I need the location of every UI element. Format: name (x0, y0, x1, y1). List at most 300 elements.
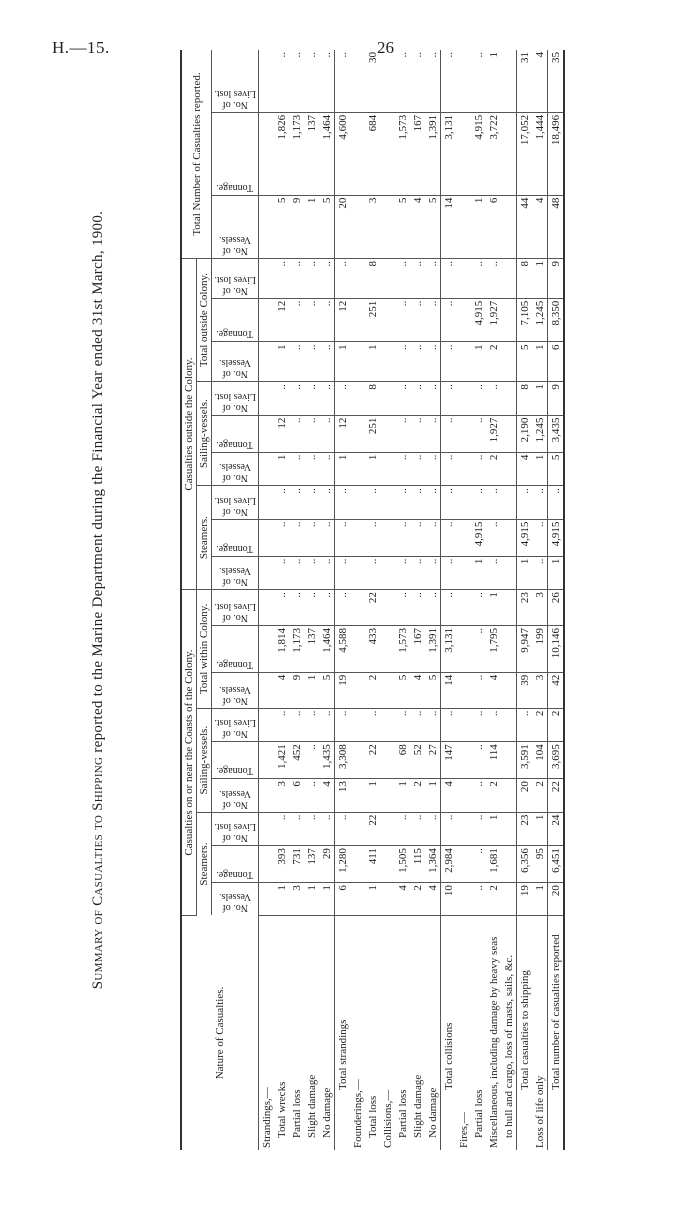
table-cell: 1,464 (319, 112, 335, 195)
table-cell (456, 590, 471, 626)
table-cell: 1 (471, 556, 486, 590)
table-cell (456, 195, 471, 258)
table-cell: 1,245 (532, 298, 548, 342)
table-cell: .. (395, 812, 410, 846)
table-cell (350, 779, 365, 813)
table-cell: .. (441, 259, 457, 299)
table-cell: 2 (486, 452, 501, 486)
table-cell: 95 (532, 846, 548, 883)
table-cell: 20 (548, 883, 565, 916)
table-cell: .. (289, 486, 304, 520)
table-cell: 8 (517, 382, 533, 416)
table-row (501, 50, 517, 1150)
table-cell: 5 (274, 195, 289, 258)
table-row (532, 50, 548, 1150)
table-cell: 251 (365, 298, 380, 342)
table-cell (501, 112, 517, 195)
row-label: Miscellaneous, including damage by heavy seas (487, 936, 500, 1148)
table-cell: 411 (365, 846, 380, 883)
column-vessels-header (212, 452, 259, 486)
table-cell (501, 50, 517, 112)
table-cell: 8 (517, 259, 533, 299)
table-cell: .. (441, 382, 457, 416)
table-cell: 17,052 (517, 112, 533, 195)
table-cell: .. (410, 342, 425, 382)
table-cell (380, 112, 395, 195)
table-cell: .. (395, 556, 410, 590)
table-cell: .. (471, 883, 486, 916)
table-cell (380, 195, 395, 258)
table-cell: .. (274, 382, 289, 416)
table-cell: 1 (532, 382, 548, 416)
table-cell: .. (410, 382, 425, 416)
table-cell: .. (289, 519, 304, 556)
table-cell: .. (304, 382, 319, 416)
table-cell: 3 (274, 779, 289, 813)
table-cell: .. (304, 708, 319, 742)
table-cell: 30 (365, 50, 380, 112)
table-cell: 4 (395, 883, 410, 916)
table-cell: 147 (441, 742, 457, 779)
table-cell: .. (395, 486, 410, 520)
table-cell (456, 382, 471, 416)
rotated-table-area (90, 50, 670, 1150)
table-cell: .. (471, 812, 486, 846)
table-cell: 137 (304, 625, 319, 672)
table-cell: .. (335, 519, 351, 556)
table-cell: 8 (365, 382, 380, 416)
table-cell: .. (410, 50, 425, 112)
row-label: Total strandings (335, 916, 351, 1151)
table-cell: 4 (425, 883, 441, 916)
table-cell: 137 (304, 846, 319, 883)
table-cell: .. (548, 486, 565, 520)
table-cell (259, 812, 275, 846)
table-cell: 684 (365, 112, 380, 195)
row-label: Slight damage (305, 1074, 318, 1138)
table-cell: 4,915 (471, 112, 486, 195)
table-cell (380, 779, 395, 813)
table-cell: 42 (548, 672, 565, 708)
table-cell (380, 486, 395, 520)
table-cell: .. (410, 486, 425, 520)
table-cell (380, 625, 395, 672)
group-outside-header: Casualties outside the Colony. (181, 259, 197, 590)
table-cell: .. (441, 415, 457, 452)
table-cell: .. (319, 342, 335, 382)
table-cell (501, 452, 517, 486)
table-cell: .. (395, 590, 410, 626)
table-cell (350, 259, 365, 299)
table-cell (380, 742, 395, 779)
table-cell (350, 708, 365, 742)
table-cell: .. (471, 486, 486, 520)
row-label: Slight damage (411, 1074, 424, 1138)
table-cell: 35 (548, 50, 565, 112)
table-cell (380, 846, 395, 883)
table-cell: .. (410, 519, 425, 556)
table-cell: .. (441, 452, 457, 486)
table-cell: .. (441, 298, 457, 342)
table-cell: 3,695 (548, 742, 565, 779)
table-cell: 4,915 (471, 298, 486, 342)
table-cell (380, 452, 395, 486)
column-vessels-label: No. of Vessels. (219, 234, 251, 257)
table-row (335, 50, 351, 1150)
table-cell (501, 779, 517, 813)
table-cell: 22 (548, 779, 565, 813)
table-cell (259, 486, 275, 520)
table-cell: 6 (548, 342, 565, 382)
table-cell: .. (517, 708, 533, 742)
table-cell: .. (319, 259, 335, 299)
table-row (410, 50, 425, 1150)
table-cell (456, 846, 471, 883)
table-cell (259, 625, 275, 672)
table-cell: 3 (365, 195, 380, 258)
table-cell: 3,131 (441, 625, 457, 672)
table-cell (350, 50, 365, 112)
table-cell: .. (304, 779, 319, 813)
table-cell: 4 (319, 779, 335, 813)
table-cell: 6 (289, 779, 304, 813)
table-cell (501, 672, 517, 708)
table-cell (501, 259, 517, 299)
table-cell: 7,105 (517, 298, 533, 342)
table-cell: 1,464 (319, 625, 335, 672)
table-cell: .. (274, 486, 289, 520)
table-cell: 13 (335, 779, 351, 813)
table-cell (350, 195, 365, 258)
table-cell (456, 742, 471, 779)
column-vessels-header (212, 342, 259, 382)
table-cell: 3,308 (335, 742, 351, 779)
table-cell: 1 (335, 342, 351, 382)
table-cell: 2 (486, 883, 501, 916)
table-cell: .. (319, 415, 335, 452)
table-cell: 1 (274, 342, 289, 382)
table-cell: 22 (365, 742, 380, 779)
table-cell: 1,795 (486, 625, 501, 672)
table-cell: 12 (335, 298, 351, 342)
table-cell: 1 (274, 883, 289, 916)
table-cell: .. (471, 259, 486, 299)
table-cell: 4,588 (335, 625, 351, 672)
table-cell (501, 415, 517, 452)
table-cell: 5 (395, 672, 410, 708)
column-tonnage-header (212, 846, 259, 883)
row-label: to hull and cargo, loss of masts, sails, &c. (502, 954, 515, 1138)
table-cell: .. (395, 708, 410, 742)
table-cell: 2,190 (517, 415, 533, 452)
row-label: Founderings,— (351, 1079, 364, 1148)
table-cell: 19 (517, 883, 533, 916)
table-cell: 1,173 (289, 625, 304, 672)
table-cell: 4 (532, 50, 548, 112)
column-vessels-label: No. of Vessels. (219, 357, 251, 380)
table-cell: 3 (532, 672, 548, 708)
table-cell (501, 590, 517, 626)
table-cell: .. (365, 556, 380, 590)
table-cell (350, 298, 365, 342)
row-label: Total loss (366, 1095, 379, 1138)
table-cell: .. (319, 486, 335, 520)
table-cell (456, 779, 471, 813)
column-vessels-header (212, 883, 259, 916)
table-cell: .. (486, 519, 501, 556)
table-cell: .. (304, 452, 319, 486)
table-cell: 1,391 (425, 625, 441, 672)
table-cell: 9 (289, 672, 304, 708)
column-tonnage-label: Tonnage. (216, 181, 254, 193)
table-cell: .. (395, 342, 410, 382)
table-cell (259, 259, 275, 299)
table-cell: .. (395, 415, 410, 452)
table-cell: .. (319, 298, 335, 342)
table-cell: 4 (410, 195, 425, 258)
table-cell (259, 590, 275, 626)
table-cell: 114 (486, 742, 501, 779)
near-sailing-header: Sailing-vessels. (197, 708, 212, 812)
table-cell (259, 742, 275, 779)
row-label: No damage (320, 1087, 333, 1138)
table-cell: .. (274, 812, 289, 846)
table-cell (350, 883, 365, 916)
table-cell: 31 (517, 50, 533, 112)
table-cell: .. (471, 382, 486, 416)
table-cell: 1,814 (274, 625, 289, 672)
column-tonnage-header (212, 298, 259, 342)
table-cell: 1 (304, 883, 319, 916)
table-cell: .. (319, 590, 335, 626)
table-cell: .. (274, 556, 289, 590)
table-cell (259, 883, 275, 916)
table-cell: 5 (395, 195, 410, 258)
table-cell: .. (410, 590, 425, 626)
table-cell: .. (471, 415, 486, 452)
table-cell (380, 708, 395, 742)
table-cell (456, 625, 471, 672)
table-cell: 8 (365, 259, 380, 299)
table-row (441, 50, 457, 1150)
table-cell: 9 (289, 195, 304, 258)
table-cell: .. (319, 556, 335, 590)
table-cell: 2 (486, 779, 501, 813)
table-cell (259, 708, 275, 742)
table-cell (259, 779, 275, 813)
table-cell (501, 883, 517, 916)
table-cell: 1 (517, 556, 533, 590)
table-cell: .. (319, 519, 335, 556)
table-cell: 5 (319, 672, 335, 708)
table-cell (259, 382, 275, 416)
table-cell: 2 (365, 672, 380, 708)
within-total-header: Total within Colony. (197, 590, 212, 709)
table-cell (501, 342, 517, 382)
table-cell: .. (410, 298, 425, 342)
table-cell: .. (365, 486, 380, 520)
table-cell (501, 382, 517, 416)
table-cell (380, 590, 395, 626)
table-cell: .. (289, 342, 304, 382)
table-cell: .. (335, 590, 351, 626)
table-cell (380, 259, 395, 299)
table-cell (259, 342, 275, 382)
table-cell (501, 846, 517, 883)
table-cell: 10 (441, 883, 457, 916)
table-cell (259, 846, 275, 883)
column-tonnage-header (212, 415, 259, 452)
table-cell: .. (425, 519, 441, 556)
near-steamers-header: Steamers. (197, 812, 212, 915)
table-row (304, 50, 319, 1150)
table-cell: .. (486, 259, 501, 299)
title-prefix: Summary of Casualties to Shipping (90, 756, 106, 990)
table-cell: 1 (471, 342, 486, 382)
table-cell: .. (410, 259, 425, 299)
table-cell (501, 195, 517, 258)
table-cell: 1,927 (486, 298, 501, 342)
table-cell: .. (319, 382, 335, 416)
table-cell: 2 (548, 708, 565, 742)
table-cell: 1 (365, 342, 380, 382)
table-cell (350, 672, 365, 708)
table-cell (350, 625, 365, 672)
title-rest: reported to the Marine Department during the Financial Year ended 31st March, 1900. (90, 210, 106, 757)
table-cell (456, 883, 471, 916)
table-cell: 4 (486, 672, 501, 708)
table-cell (259, 298, 275, 342)
table-cell: 1,435 (319, 742, 335, 779)
table-cell: .. (425, 556, 441, 590)
table-cell: .. (395, 298, 410, 342)
table-cell: 8,350 (548, 298, 565, 342)
column-vessels-label: No. of Vessels. (219, 461, 251, 484)
table-cell (501, 708, 517, 742)
row-label: Total wrecks (275, 1081, 288, 1138)
table-cell: .. (425, 486, 441, 520)
table-cell: .. (425, 415, 441, 452)
table-cell: .. (289, 259, 304, 299)
table-cell: 104 (532, 742, 548, 779)
table-cell: .. (441, 486, 457, 520)
table-cell: 22 (365, 812, 380, 846)
table-row (471, 50, 486, 1150)
table-cell: .. (395, 382, 410, 416)
table-cell (259, 195, 275, 258)
table-cell: .. (425, 342, 441, 382)
table-cell: .. (425, 590, 441, 626)
table-cell: .. (304, 519, 319, 556)
page-header-left: H.—15. (52, 38, 110, 57)
column-lives-label: No. of Lives lost. (214, 717, 256, 740)
table-cell: .. (486, 486, 501, 520)
table-cell (380, 556, 395, 590)
column-lives-label: No. of Lives lost. (214, 600, 256, 623)
table-cell: .. (441, 342, 457, 382)
column-vessels-label: No. of Vessels. (219, 683, 251, 706)
table-cell: 1,245 (532, 415, 548, 452)
column-vessels-label: No. of Vessels. (219, 891, 251, 914)
table-cell: 5 (425, 672, 441, 708)
table-cell (456, 812, 471, 846)
table-cell: .. (471, 452, 486, 486)
table-cell: 9,947 (517, 625, 533, 672)
table-cell: 14 (441, 195, 457, 258)
table-cell: .. (274, 50, 289, 112)
table-cell: .. (319, 812, 335, 846)
table-cell: 5 (425, 195, 441, 258)
table-cell: .. (335, 50, 351, 112)
column-tonnage-header (212, 625, 259, 672)
table-cell: .. (289, 590, 304, 626)
table-cell: 1 (486, 50, 501, 112)
table-row (289, 50, 304, 1150)
table-cell: .. (486, 708, 501, 742)
table-cell: 2 (486, 342, 501, 382)
table-cell: 10,146 (548, 625, 565, 672)
table-cell (350, 452, 365, 486)
table-cell: .. (441, 556, 457, 590)
table-cell (350, 342, 365, 382)
table-cell: 29 (319, 846, 335, 883)
column-tonnage-label: Tonnage. (216, 765, 254, 777)
outside-steamers-header: Steamers. (197, 486, 212, 590)
table-cell: 1 (274, 452, 289, 486)
table-cell: 6,356 (517, 846, 533, 883)
column-vessels-header (212, 779, 259, 813)
table-cell: .. (335, 812, 351, 846)
table-cell (456, 415, 471, 452)
table-cell: 1 (532, 812, 548, 846)
row-label: Strandings,— (260, 1087, 273, 1148)
table-cell: 48 (548, 195, 565, 258)
table-cell: .. (365, 519, 380, 556)
table-cell: .. (304, 415, 319, 452)
table-cell (350, 112, 365, 195)
table-cell: 19 (335, 672, 351, 708)
table-cell: .. (289, 556, 304, 590)
table-cell: .. (471, 779, 486, 813)
table-cell: 39 (517, 672, 533, 708)
table-cell: .. (335, 486, 351, 520)
table-cell: .. (486, 556, 501, 590)
table-cell: .. (410, 415, 425, 452)
table-cell: .. (304, 259, 319, 299)
table-cell: .. (425, 298, 441, 342)
page-number: 26 (377, 38, 394, 57)
column-vessels-header (212, 195, 259, 258)
table-row (395, 50, 410, 1150)
row-label: No damage (426, 1087, 439, 1138)
table-cell: .. (471, 742, 486, 779)
table-cell: .. (425, 50, 441, 112)
table-cell (350, 742, 365, 779)
table-cell: 2 (410, 883, 425, 916)
column-lives-header (212, 590, 259, 626)
table-cell: .. (471, 50, 486, 112)
table-cell (456, 342, 471, 382)
table-cell: .. (304, 50, 319, 112)
table-cell: .. (486, 382, 501, 416)
table-cell: 1,391 (425, 112, 441, 195)
table-cell: .. (441, 708, 457, 742)
table-cell: 1 (365, 779, 380, 813)
table-cell: 1,681 (486, 846, 501, 883)
table-cell: 167 (410, 625, 425, 672)
table-cell: .. (289, 298, 304, 342)
column-tonnage-header (212, 519, 259, 556)
